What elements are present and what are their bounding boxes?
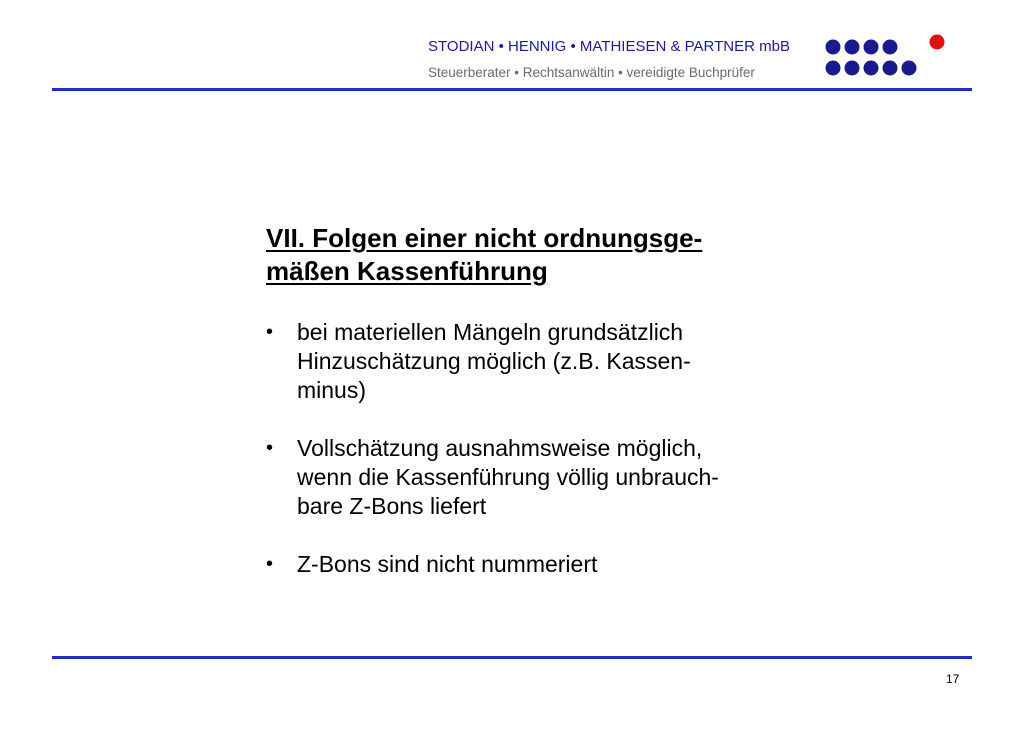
logo-dot	[902, 61, 917, 76]
logo-dot	[883, 40, 898, 55]
bullet-dot: •	[266, 321, 274, 343]
logo-accent-dot	[930, 35, 945, 50]
slide-title-text: VII. Folgen einer nicht ordnungsge- mäßen Kassenführung	[266, 223, 703, 286]
bullet-list	[266, 318, 826, 608]
logo-dot	[864, 40, 879, 55]
slide-title	[266, 222, 826, 288]
logo-dots	[826, 40, 917, 76]
bullet-dot: •	[266, 437, 274, 459]
logo-dot	[826, 40, 841, 55]
header-firm-name: STODIAN • HENNIG • MATHIESEN & PARTNER mbB	[428, 38, 790, 55]
header-subtitle: Steuerberater • Rechtsanwältin • vereidigte Buchprüfer	[428, 65, 755, 80]
footer-rule	[52, 656, 972, 659]
bullet-text: Vollschätzung ausnahmsweise möglich, wenn die Kassenführung völlig unbrauch- bare Z-Bons liefert	[297, 435, 719, 519]
logo-dot	[845, 61, 860, 76]
logo-dot	[826, 61, 841, 76]
bullet-item	[266, 318, 826, 405]
firm-logo	[824, 32, 948, 80]
logo-dot	[845, 40, 860, 55]
bullet-text: Z-Bons sind nicht nummeriert	[297, 551, 598, 577]
bullet-dot: •	[266, 553, 274, 575]
bullet-text: bei materiellen Mängeln grundsätzlich Hinzuschätzung möglich (z.B. Kassen- minus)	[297, 319, 691, 403]
page-number: 17	[946, 672, 960, 686]
logo-dot	[883, 61, 898, 76]
logo-dot	[864, 61, 879, 76]
bullet-item	[266, 550, 826, 579]
header-rule	[52, 88, 972, 91]
bullet-item	[266, 434, 826, 521]
